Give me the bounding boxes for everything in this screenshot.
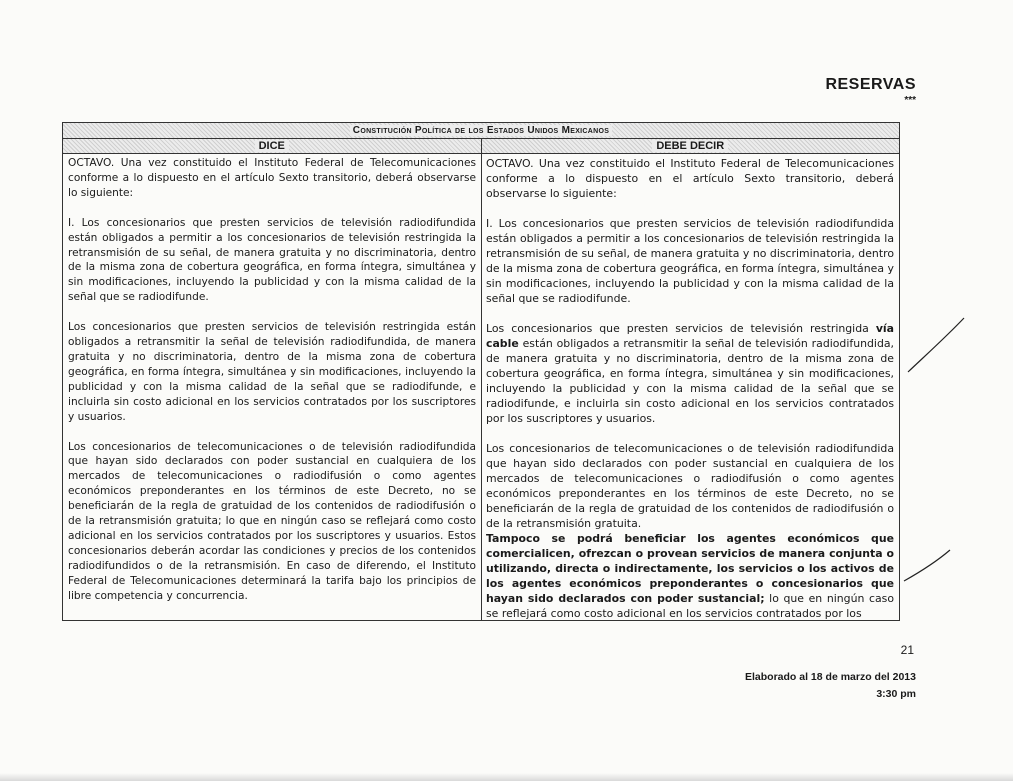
footer-time: 3:30 pm <box>876 688 916 700</box>
table-title: Constitución Política de los Estados Unidos Mexicanos <box>350 125 612 136</box>
column-header-dice-label: DICE <box>255 140 289 152</box>
page-header-title: RESERVAS <box>825 76 916 93</box>
page-number: 21 <box>900 643 914 657</box>
comparison-table <box>62 122 900 621</box>
table-title-bar <box>63 123 899 139</box>
p3-text-start: Los concesionarios que presten servicios de televisión restringida <box>486 322 876 335</box>
dice-paragraph-3: Los concesionarios que presten servicios de televisión restringida están obligados a retransmitir la señal de televisión radiodifundida, de manera gratuita y no discriminatoria, dentro de la misma zona de cobertura geográfica, en forma íntegra, simultánea y sin modificaciones, incluyendo la publicidad y con la misma calidad de la señal que se radiodifunde, e incluirla sin costo adicional en los servicios contratados por los suscriptores y usuarios. <box>68 321 476 423</box>
p3-bold-via-cable: vía cable <box>486 322 894 350</box>
dice-paragraph-4: Los concesionarios de telecomunicaciones o de televisión radiodifundida que hayan sido declarados con poder sustancial en cualquiera de los mercados de telecomunicaciones o radiodifusión o como agentes económicos preponderantes en los términos de este Decreto, no se beneficiarán de la regla de gratuidad de los contenidos de radiodifusión o de la retransmisión gratuita; lo que en ningún caso se reflejará como costo adicional en los servicios contratados por los suscriptores y usuarios. Estos concesionarios deberán acordar las condiciones y precios de los contenidos radiodifundidos o de la retransmisión. En caso de diferendo, el Instituto Federal de Telecomunicaciones determinará la tarifa bajo los principios de libre competencia y concurrencia. <box>68 440 476 602</box>
dice-column <box>63 154 481 620</box>
p5-bold-text: Tampoco se podrá beneficiar los agentes económicos que comercialicen, ofrezcan o provean servicios de manera conjunta o utilizando, directa o indirectamente, los servicios o los activos de los agentes económicos preponderantes o concesionarios que hayan sido declarados con poder sustancial; <box>486 532 894 605</box>
table-body-row <box>63 154 899 620</box>
debe-decir-paragraph-3 <box>486 321 894 426</box>
header-stars: *** <box>904 95 916 106</box>
dice-paragraph-1: OCTAVO. Una vez constituido el Instituto Federal de Telecomunicaciones conforme a lo dispuesto en el artículo Sexto transitorio, deberá observarse lo siguiente: <box>68 157 476 199</box>
p3-text-end: están obligados a retransmitir la señal de televisión radiodifundida, de manera gratuita y no discriminatoria, dentro de la misma zona de cobertura geográfica, en forma íntegra, simultánea y sin modificaciones, incluyendo la publicidad y con la misma calidad de la señal que se radiodifunde, e incluirla sin costo adicional en los servicios contratados por los suscriptores y usuarios. <box>486 337 894 425</box>
debe-decir-column <box>481 154 899 620</box>
debe-decir-paragraph-1: OCTAVO. Una vez constituido el Instituto Federal de Telecomunicaciones conforme a lo dispuesto en el artículo Sexto transitorio, deberá observarse lo siguiente: <box>486 157 894 200</box>
column-header-dice <box>63 139 481 153</box>
column-header-row <box>63 139 899 154</box>
dice-paragraph-2: I. Los concesionarios que presten servicios de televisión radiodifundida están obligados a permitir a los concesionarios de televisión restringida la retransmisión de su señal, de manera gratuita y no discriminatoria, dentro de la misma zona de cobertura geográfica, en forma íntegra, simultánea y sin modificaciones, incluyendo la publicidad y con la misma calidad de la señal que se radiodifunde. <box>68 216 476 304</box>
debe-decir-paragraph-5 <box>486 531 894 620</box>
margin-check-mark-2 <box>898 548 958 588</box>
footer-date: Elaborado al 18 de marzo del 2013 <box>745 671 916 683</box>
debe-decir-paragraph-2: I. Los concesionarios que presten servicios de televisión radiodifundida están obligados a permitir a los concesionarios de televisión restringida la retransmisión de su señal, de manera gratuita y no discriminatoria, dentro de la misma zona de cobertura geográfica, en forma íntegra, simultánea y sin modificaciones, incluyendo la publicidad y con la misma calidad de la señal que se radiodifunde. <box>486 217 894 305</box>
column-header-debe-decir <box>481 139 900 153</box>
p5-text-end: lo que en ningún caso se reflejará como costo adicional en los servicios contratados por los <box>486 592 894 620</box>
margin-check-mark-1 <box>902 316 972 386</box>
column-header-debe-decir-label: DEBE DECIR <box>652 140 728 152</box>
debe-decir-paragraph-4: Los concesionarios de telecomunicaciones o de televisión radiodifundida que hayan sido declarados con poder sustancial en cualquiera de los mercados de telecomunicaciones o radiodifusión o como agentes económicos preponderantes en los términos de este Decreto, no se beneficiarán de la regla de gratuidad de los contenidos de radiodifusión o de la retransmisión gratuita. <box>486 442 894 530</box>
scan-edge-shadow <box>0 773 1013 781</box>
